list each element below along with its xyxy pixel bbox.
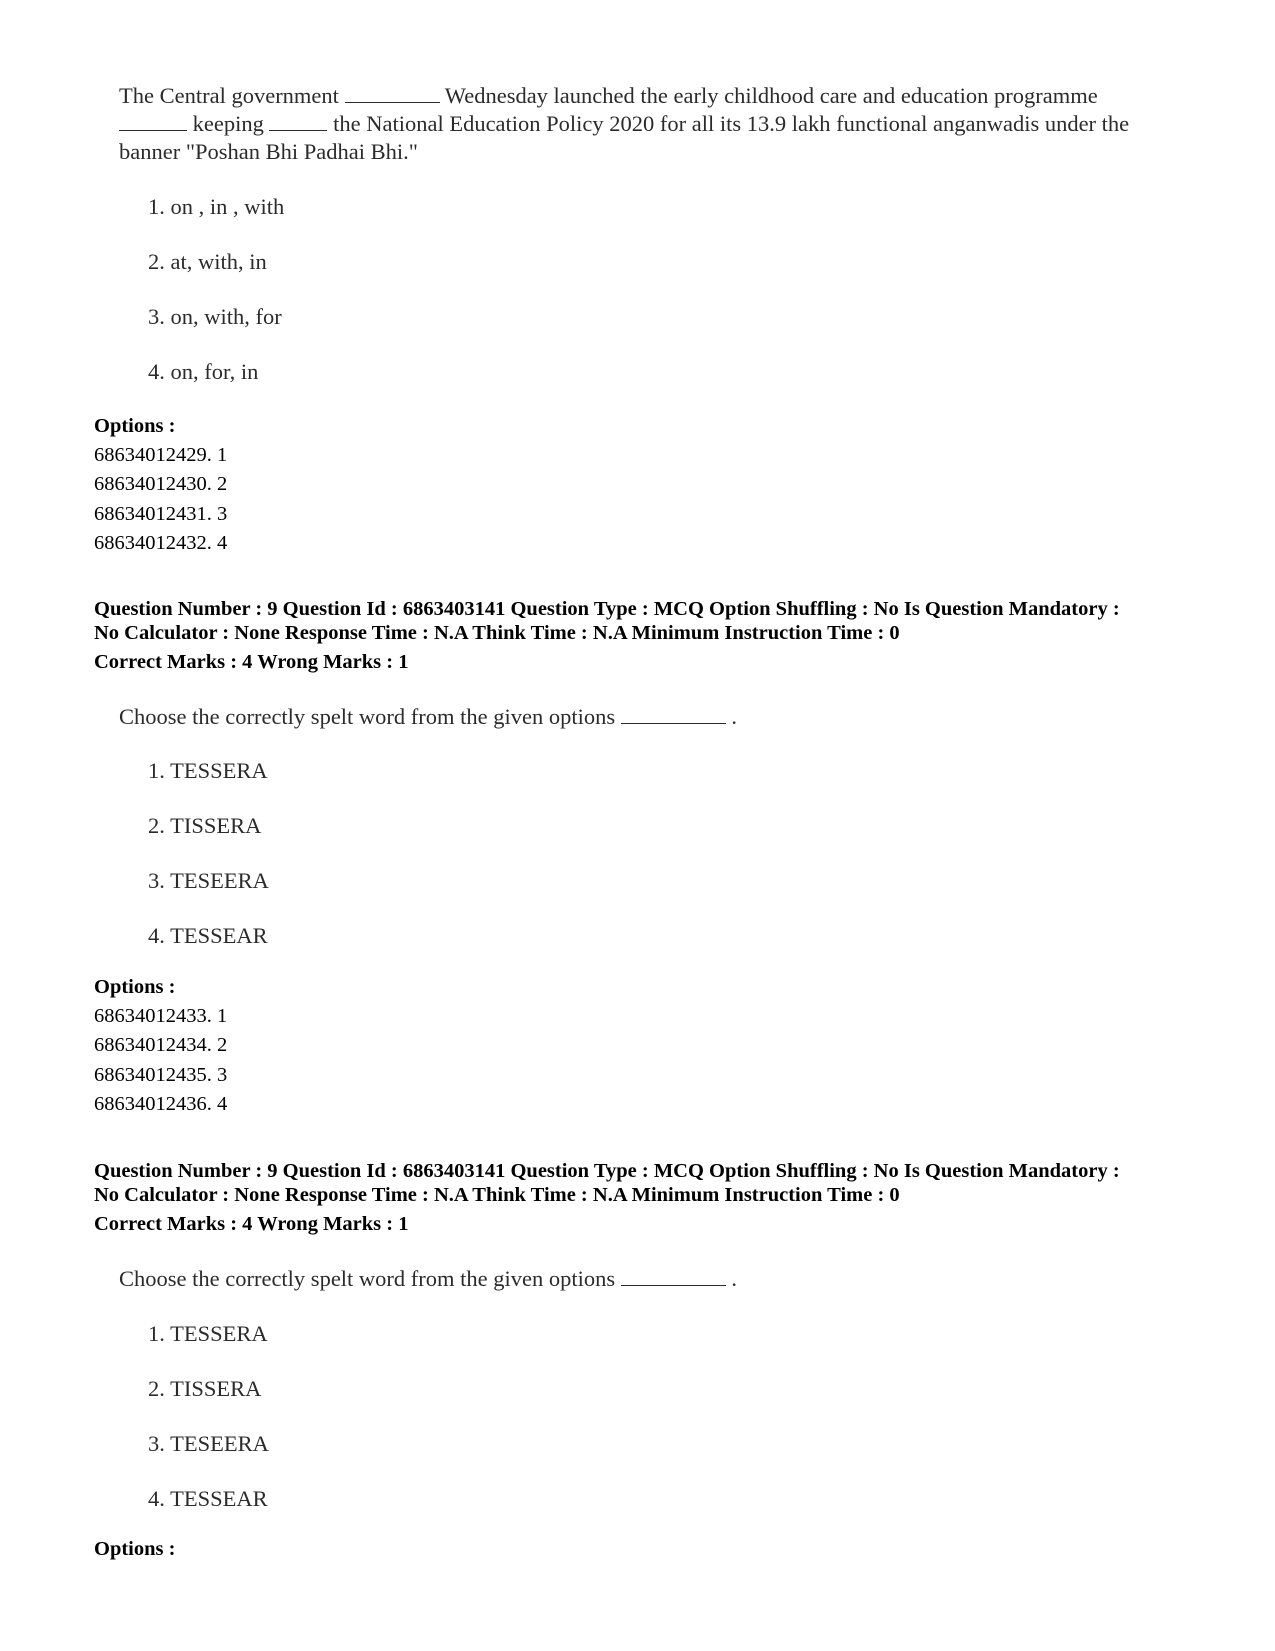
question-prompt [119,1265,1169,1293]
question-meta-line: No Calculator : None Response Time : N.A Think Time : N.A Minimum Instruction Time : 0 [94,622,900,644]
choice-item: 3. TESEERA [148,868,269,893]
option-id-line: 68634012434. 2 [94,1034,228,1057]
answer-blank [119,112,187,131]
options-list [94,441,227,558]
choice-item: 3. on, with, for [148,304,282,329]
option-id-line: 68634012432. 4 [94,531,228,554]
choice-item: 2. at, with, in [148,249,267,274]
choice-item: 1. TESSERA [148,758,268,783]
choice-list [148,193,284,413]
option-id-line: 68634012436. 4 [94,1092,228,1115]
option-id-line: 68634012433. 1 [94,1005,228,1027]
choice-item: 1. on , in , with [148,194,285,219]
question-meta [94,1159,1214,1207]
choice-item: 4. TESSEAR [148,923,268,948]
choice-item: 2. TISSERA [148,1376,262,1401]
question-meta-line: Question Number : 9 Question Id : 6863403141 Question Type : MCQ Option Shuffling : No Is Question Mandatory : [94,1160,1120,1182]
options-heading: Options : [94,1538,176,1560]
options-heading: Options : [94,415,176,437]
question-text-part: The Central government [119,83,339,108]
option-id-line: 68634012431. 3 [94,502,228,525]
option-id-line: 68634012435. 3 [94,1063,228,1086]
choice-list [148,1320,269,1540]
answer-blank [345,84,440,103]
question-text-part: Wednesday launched the early childhood care and education programme [444,83,1098,108]
answer-blank [621,1267,726,1286]
question-meta-line: Question Number : 9 Question Id : 6863403141 Question Type : MCQ Option Shuffling : No Is Question Mandatory : [94,598,1120,620]
marks-line: Correct Marks : 4 Wrong Marks : 1 [94,651,409,673]
question-meta-line: No Calculator : None Response Time : N.A Think Time : N.A Minimum Instruction Time : 0 [94,1184,900,1206]
question-text-part: the National Education Policy 2020 for all its 13.9 lakh functional anganwadis under the banner "Poshan Bhi Padhai Bhi." [119,111,1130,164]
options-heading: Options : [94,976,176,998]
question-prompt-text: Choose the correctly spelt word from the given options [119,704,616,729]
option-id-line: 68634012429. 1 [94,444,228,466]
question-prompt-end: . [731,704,738,729]
question-meta [94,597,1214,645]
answer-blank [621,705,726,724]
question-prompt-end: . [731,1266,738,1291]
choice-item: 1. TESSERA [148,1321,268,1346]
option-id-line: 68634012430. 2 [94,473,228,496]
choice-item: 4. TESSEAR [148,1486,268,1511]
options-list [94,1002,227,1119]
question-text [119,82,1169,166]
question-prompt-text: Choose the correctly spelt word from the given options [119,1266,616,1291]
choice-item: 3. TESEERA [148,1431,269,1456]
question-prompt [119,703,1169,731]
choice-item: 4. on, for, in [148,359,259,384]
marks-line: Correct Marks : 4 Wrong Marks : 1 [94,1213,409,1235]
choice-list [148,757,269,977]
answer-blank [269,112,327,131]
question-text-part: keeping [192,111,264,136]
choice-item: 2. TISSERA [148,813,262,838]
